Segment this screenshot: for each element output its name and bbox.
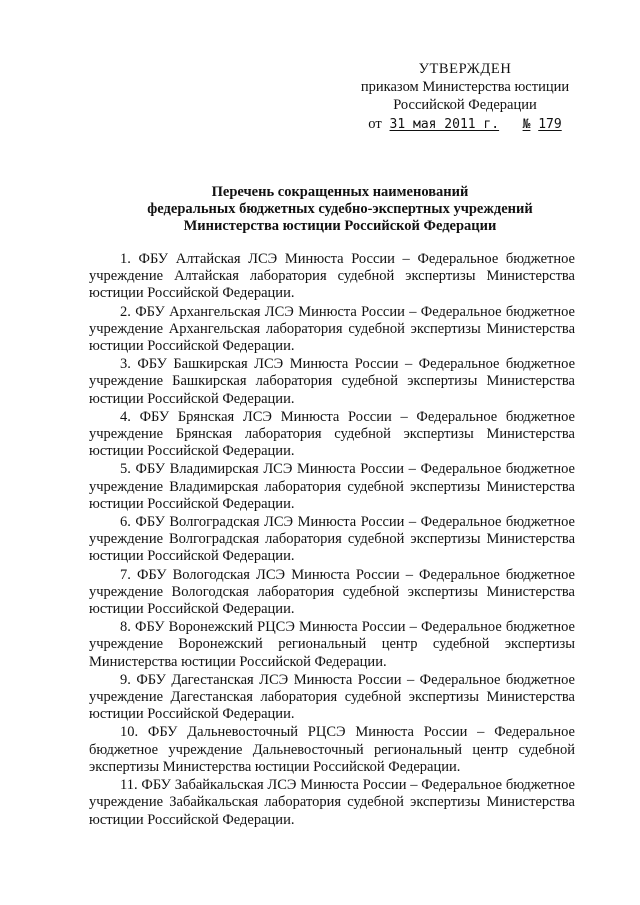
- title-line-2: федеральных бюджетных судебно-экспертных учреждений: [147, 201, 533, 217]
- list-item: 5. ФБУ Владимирская ЛСЭ Минюста России – Федеральное бюджетное учреждение Владимирская лаборатория судебной экспертизы Министерства юстиции Российской Федерации.: [89, 461, 575, 512]
- approval-date-prefix: от: [368, 116, 382, 132]
- list-item: 2. ФБУ Архангельская ЛСЭ Минюста России – Федеральное бюджетное учреждение Архангельская лаборатория судебной экспертизы Министерства юстиции Российской Федерации.: [89, 303, 575, 355]
- approval-number-label: №: [522, 117, 531, 132]
- list-item: 10. ФБУ Дальневосточный РЦСЭ Минюста России – Федеральное бюджетное учреждение Дальневосточный региональный центр судебной экспертизы Министерства юстиции Российской Федерации.: [89, 724, 575, 775]
- entries-list: [89, 251, 575, 830]
- approval-date: 31 мая 2011 г.: [389, 117, 500, 132]
- list-item: 6. ФБУ Волгоградская ЛСЭ Минюста России – Федеральное бюджетное учреждение Волгоградская лаборатория судебной экспертизы Министерства юстиции Российской Федерации.: [89, 514, 575, 565]
- approval-number: 179: [538, 117, 562, 132]
- list-item: 7. ФБУ Вологодская ЛСЭ Минюста России – Федеральное бюджетное учреждение Вологодская лаборатория судебной экспертизы Министерства юстиции Российской Федерации.: [89, 566, 575, 618]
- list-item: 4. ФБУ Брянская ЛСЭ Минюста России – Федеральное бюджетное учреждение Брянская лаборатория судебной экспертизы Министерства юстиции Российской Федерации.: [89, 408, 575, 460]
- title-line-1: Перечень сокращенных наименований: [211, 184, 469, 200]
- list-item: 1. ФБУ Алтайская ЛСЭ Минюста России – Федеральное бюджетное учреждение Алтайская лаборатория судебной экспертизы Министерства юстиции Российской Федерации.: [89, 251, 575, 302]
- list-item: 3. ФБУ Башкирская ЛСЭ Минюста России – Федеральное бюджетное учреждение Башкирская лаборатория судебной экспертизы Министерства юстиции Российской Федерации.: [89, 356, 575, 407]
- approval-federation-line: Российской Федерации: [393, 97, 537, 113]
- approval-order-line: приказом Министерства юстиции: [360, 79, 570, 95]
- approval-block: [345, 60, 585, 134]
- document-title: [100, 184, 580, 235]
- list-item: 8. ФБУ Воронежский РЦСЭ Минюста России – Федеральное бюджетное учреждение Воронежский региональный центр судебной экспертизы Министерства юстиции Российской Федерации.: [89, 619, 575, 670]
- list-item: 9. ФБУ Дагестанская ЛСЭ Минюста России – Федеральное бюджетное учреждение Дагестанская лаборатория судебной экспертизы Министерства юстиции Российской Федерации.: [89, 671, 575, 723]
- approval-heading: УТВЕРЖДЕН: [418, 61, 512, 77]
- title-line-3: Министерства юстиции Российской Федерации: [183, 218, 497, 234]
- approval-date-line: [345, 115, 585, 134]
- list-item: 11. ФБУ Забайкальская ЛСЭ Минюста России – Федеральное бюджетное учреждение Забайкальская лаборатория судебной экспертизы Министерства юстиции Российской Федерации.: [89, 777, 575, 828]
